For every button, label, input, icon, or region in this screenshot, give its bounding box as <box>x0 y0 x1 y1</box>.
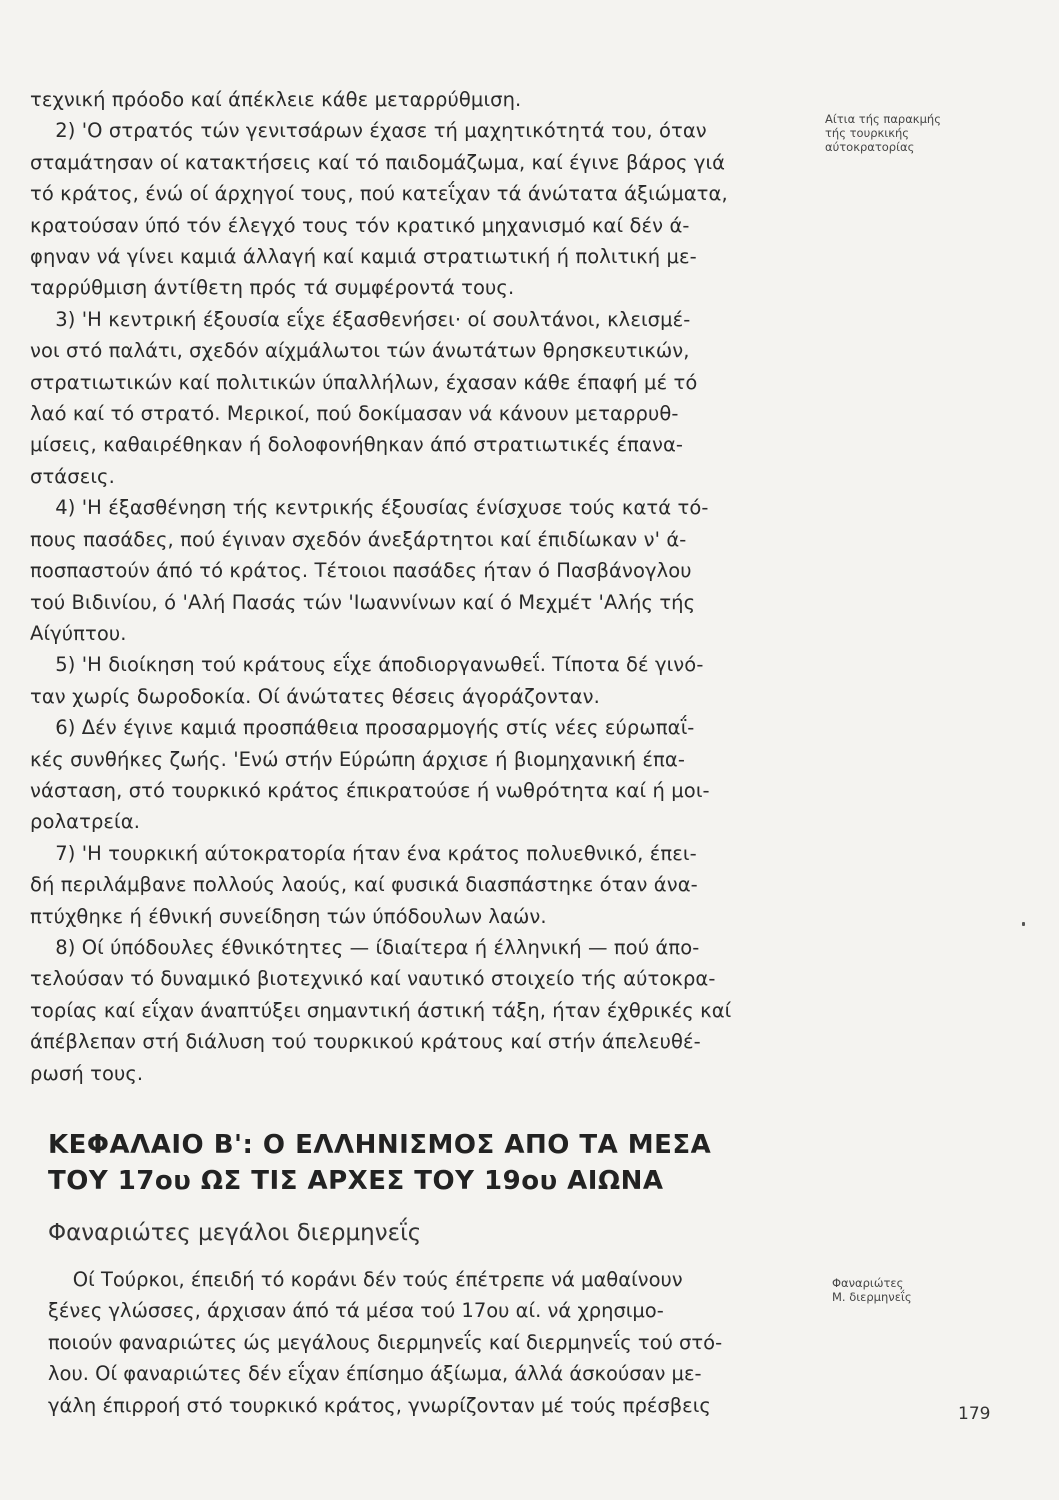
text-line: δή περιλάμβανε πολλούς λαούς, καί φυσικά διασπάστηκε όταν άνα- <box>30 873 698 897</box>
text-line: Οί Τούρκοι, έπειδή τό κοράνι δέν τούς έπέτρεπε νά μαθαίνουν <box>48 1268 683 1291</box>
section-body <box>48 1264 818 1421</box>
margin-note-line: Αίτια τής παρακμής <box>825 112 941 126</box>
text-line: φηναν νά γίνει καμιά άλλαγή καί καμιά στρατιωτική ή πολιτική με- <box>30 245 697 269</box>
text-line: ρολατρεία. <box>30 810 141 834</box>
text-line: τελούσαν τό δυναμικό βιοτεχνικό καί ναυτικό στοιχείο τής αύτοκρα- <box>30 967 716 991</box>
text-line: ξένες γλώσσες, άρχισαν άπό τά μέσα τού 17ου αί. νά χρησιμο- <box>48 1299 664 1323</box>
text-line: σταμάτησαν οί κατακτήσεις καί τό παιδομάζωμα, καί έγινε βάρος γιά <box>30 150 726 174</box>
text-line: 7) 'Η τουρκική αύτοκρατορία ήταν ένα κράτος πολυεθνικό, έπει- <box>30 841 697 865</box>
text-line: ταρρύθμιση άντίθετη πρός τά συμφέροντά τους. <box>30 276 515 300</box>
text-line: πους πασάδες, πού έγιναν σχεδόν άνεξάρτητοι καί έπιδίωκαν ν' ά- <box>30 527 687 551</box>
text-line: λαό καί τό στρατό. Μερικοί, πού δοκίμασαν νά κάνουν μεταρρυθ- <box>30 402 679 426</box>
text-line: πτύχθηκε ή έθνική συνείδηση τών ύπόδουλων λαών. <box>30 904 547 928</box>
margin-note-line: Μ. διερμηνεΐς <box>832 1290 912 1304</box>
chapter-heading-line: ΤΟΥ 17ου ΩΣ ΤΙΣ ΑΡΧΕΣ ΤΟΥ 19ου ΑΙΩΝΑ <box>48 1166 664 1196</box>
text-line: στρατιωτικών καί πολιτικών ύπαλλήλων, έχασαν κάθε έπαφή μέ τό <box>30 370 698 394</box>
text-line: λου. Οί φαναριώτες δέν εΐχαν έπίσημο άξίωμα, άλλά άσκούσαν με- <box>48 1362 702 1386</box>
text-line: 6) Δέν έγινε καμιά προσπάθεια προσαρμογής στίς νέες εύρωπαΐ- <box>30 716 695 740</box>
text-line: τορίας καί εΐχαν άναπτύξει σημαντική άστική τάξη, ήταν έχθρικές καί <box>30 998 732 1022</box>
text-line: τού Βιδινίου, ό 'Αλή Πασάς τών 'Ιωαννίνων καί ό Μεχμέτ 'Αλής τής <box>30 590 696 614</box>
text-line: ρωσή τους. <box>30 1061 144 1085</box>
text-line: Αίγύπτου. <box>30 621 127 645</box>
text-line: ποσπαστούν άπό τό κράτος. Τέτοιοι πασάδες ήταν ό Πασβάνογλου <box>30 559 692 583</box>
text-line: τό κράτος, ένώ οί άρχηγοί τους, πού κατεΐχαν τά άνώτατα άξιώματα, <box>30 182 728 206</box>
text-line: στάσεις. <box>30 464 115 488</box>
margin-note-line: τής τουρκικής <box>825 126 910 140</box>
margin-note-decline-causes <box>825 112 995 154</box>
text-line: τεχνική πρόοδο καί άπέκλειε κάθε μεταρρύθμιση. <box>30 88 522 111</box>
margin-note-phanariots <box>832 1276 1002 1304</box>
text-line: 2) 'Ο στρατός τών γενιτσάρων έχασε τή μαχητικότητά του, όταν <box>30 119 707 143</box>
text-line: 4) 'Η έξασθένηση τής κεντρικής έξουσίας ένίσχυσε τούς κατά τό- <box>30 496 709 520</box>
text-line: 8) Οί ύπόδουλες έθνικότητες — ίδιαίτερα ή έλληνική — πού άπο- <box>30 935 700 959</box>
margin-note-line: αύτοκρατορίας <box>825 140 915 154</box>
margin-note-line: Φαναριώτες <box>832 1276 904 1290</box>
body-text <box>30 84 815 1089</box>
text-line: ποιούν φαναριώτες ώς μεγάλους διερμηνεΐς καί διερμηνεΐς τού στό- <box>48 1330 723 1354</box>
section-title: Φαναριώτες μεγάλοι διερμηνεΐς <box>48 1220 422 1246</box>
text-line: νοι στό παλάτι, σχεδόν αίχμάλωτοι τών άνωτάτων θρησκευτικών, <box>30 339 690 363</box>
text-line: κές συνθήκες ζωής. 'Ενώ στήν Εύρώπη άρχισε ή βιομηχανική έπα- <box>30 747 685 771</box>
chapter-heading-line: ΚΕΦΑΛΑΙΟ Β': Ο ΕΛΛΗΝΙΣΜΟΣ ΑΠΟ ΤΑ ΜΕΣΑ <box>48 1130 712 1160</box>
chapter-heading <box>48 1127 808 1199</box>
text-line: νάσταση, στό τουρκικό κράτος έπικρατούσε ή νωθρότητα καί ή μοι- <box>30 778 710 802</box>
text-line: ταν χωρίς δωροδοκία. Οί άνώτατες θέσεις άγοράζονταν. <box>30 684 600 708</box>
page-number: 179 <box>958 1404 991 1424</box>
text-line: άπέβλεπαν στή διάλυση τού τουρκικού κράτους καί στήν άπελευθέ- <box>30 1030 701 1054</box>
ink-speck <box>1022 922 1025 926</box>
text-line: 5) 'Η διοίκηση τού κράτους εΐχε άποδιοργανωθεΐ. Τίποτα δέ γινό- <box>30 653 704 677</box>
text-line: γάλη έπιρροή στό τουρκικό κράτος, γνωρίζονταν μέ τούς πρέσβεις <box>48 1393 711 1417</box>
text-line: 3) 'Η κεντρική έξουσία εΐχε έξασθενήσει· οί σουλτάνοι, κλεισμέ- <box>30 307 691 331</box>
text-line: κρατούσαν ύπό τόν έλεγχό τους τόν κρατικό μηχανισμό καί δέν ά- <box>30 213 690 237</box>
text-line: μίσεις, καθαιρέθηκαν ή δολοφονήθηκαν άπό στρατιωτικές έπανα- <box>30 433 684 457</box>
